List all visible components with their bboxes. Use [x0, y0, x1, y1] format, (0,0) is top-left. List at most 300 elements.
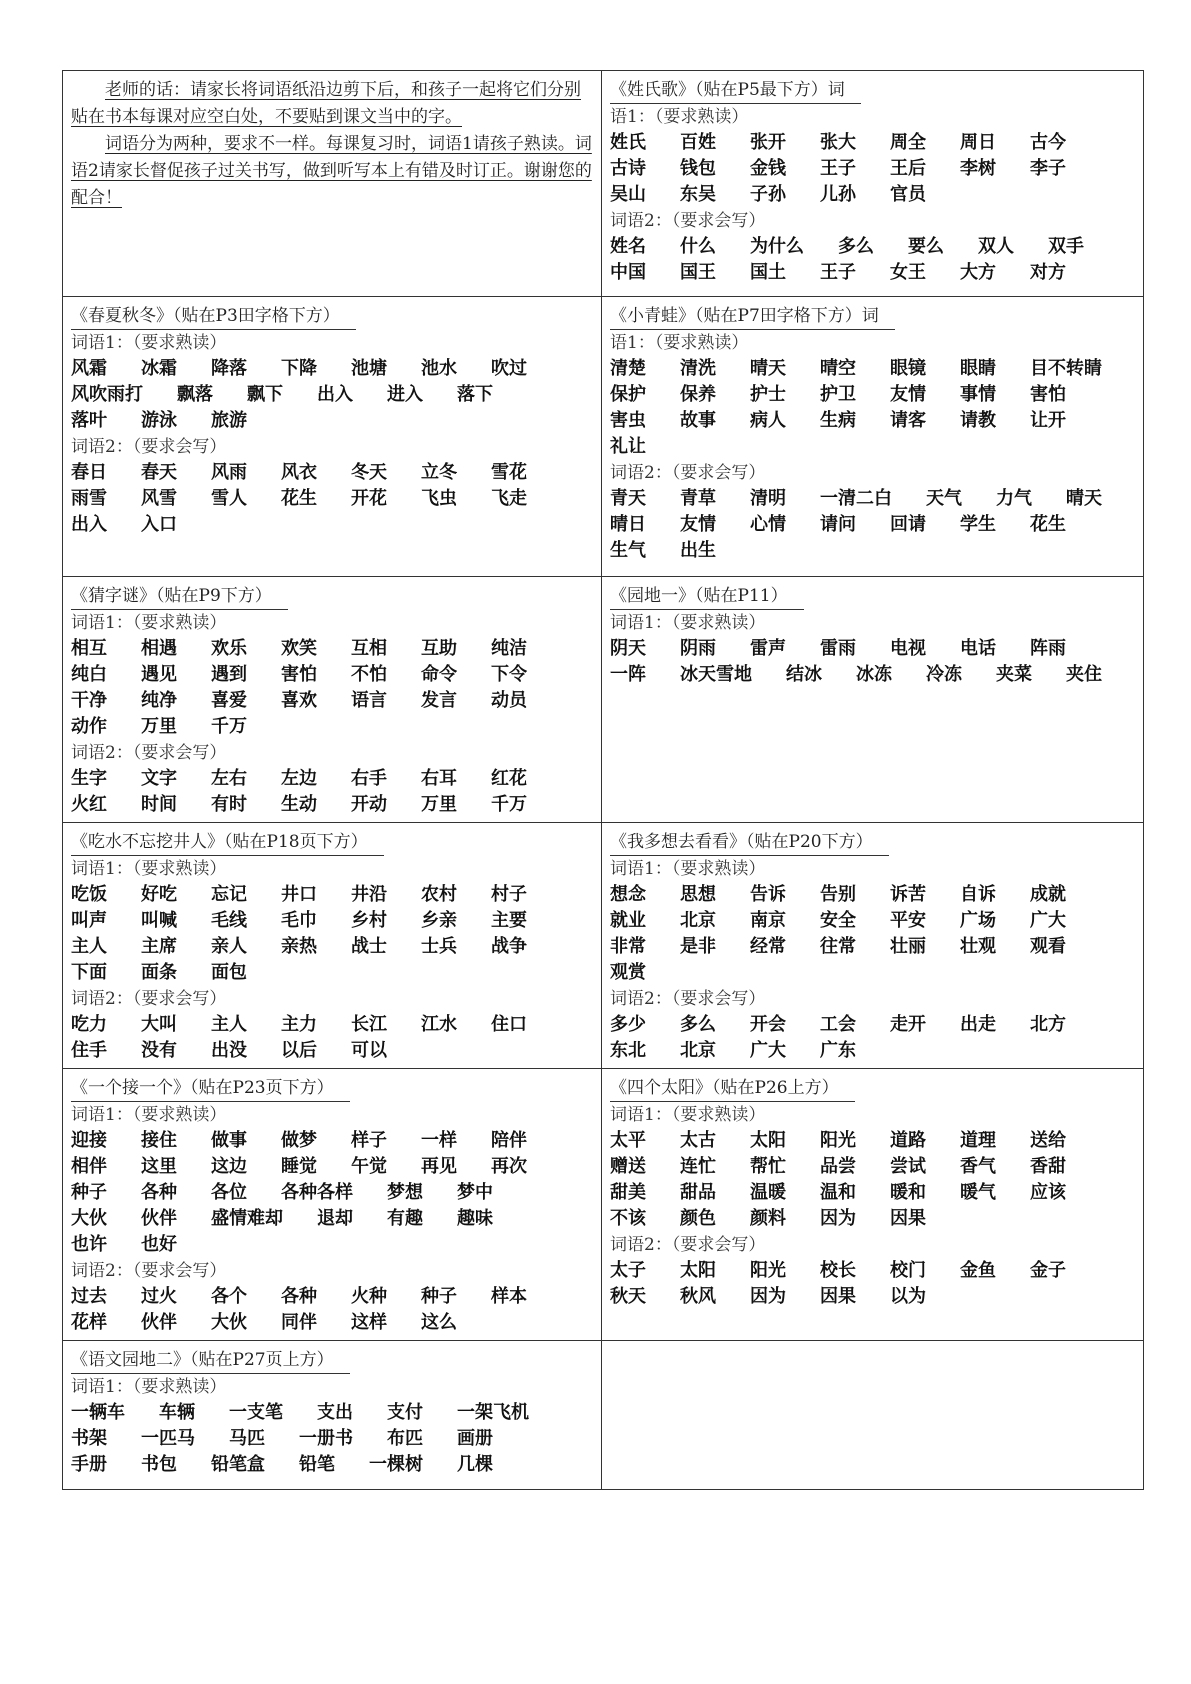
vocab-word: 多少	[610, 1014, 646, 1035]
vocab-word: 游泳	[141, 410, 177, 431]
vocab-word: 友情	[680, 514, 716, 535]
read-label: 语1：（要求熟读）	[610, 107, 749, 127]
write-label: 词语2：（要求会写）	[610, 211, 766, 231]
vocab-word: 阵雨	[1030, 638, 1066, 659]
vocab-word: 万里	[421, 794, 457, 815]
vocab-word: 主力	[281, 1014, 317, 1035]
vocab-word: 清洗	[680, 358, 716, 379]
write-words	[71, 1012, 595, 1064]
lesson-title: 《吃水不忘挖井人》（贴在P18页下方）	[71, 829, 384, 856]
vocab-word: 盛情难却	[211, 1208, 283, 1229]
vocab-word: 礼让	[610, 436, 646, 457]
vocab-word: 以后	[281, 1040, 317, 1061]
vocab-word: 这么	[421, 1312, 457, 1333]
vocab-word: 送给	[1030, 1130, 1066, 1151]
vocab-word: 左边	[281, 768, 317, 789]
vocab-word: 各个	[211, 1286, 247, 1307]
vocab-word: 有时	[211, 794, 247, 815]
vocab-word: 双手	[1048, 236, 1084, 257]
vocab-word: 飘落	[177, 384, 213, 405]
vocab-word: 村子	[491, 884, 527, 905]
lesson-block	[610, 303, 1137, 564]
vocab-word: 古今	[1030, 132, 1066, 153]
vocab-word: 睡觉	[281, 1156, 317, 1177]
vocab-word: 纯洁	[491, 638, 527, 659]
vocab-word: 观赏	[610, 962, 646, 983]
vocab-word: 这里	[141, 1156, 177, 1177]
vocab-word: 马匹	[229, 1428, 265, 1449]
vocab-word: 安全	[820, 910, 856, 931]
vocab-word: 周日	[960, 132, 996, 153]
vocab-word: 护士	[750, 384, 786, 405]
vocab-word: 香气	[960, 1156, 996, 1177]
vocab-word: 雪人	[211, 488, 247, 509]
vocab-word: 广大	[1030, 910, 1066, 931]
vocab-word: 住口	[491, 1014, 527, 1035]
vocab-word: 火红	[71, 794, 107, 815]
vocab-word: 陪伴	[491, 1130, 527, 1151]
vocab-word: 晴日	[610, 514, 646, 535]
vocab-word: 下降	[281, 358, 317, 379]
vocab-word: 乡村	[351, 910, 387, 931]
vocab-word: 张开	[750, 132, 786, 153]
vocab-word: 这样	[351, 1312, 387, 1333]
vocab-word: 因果	[890, 1208, 926, 1229]
vocab-word: 金钱	[750, 158, 786, 179]
read-label: 语1：（要求熟读）	[610, 333, 749, 353]
vocab-word: 阴天	[610, 638, 646, 659]
vocab-word: 经常	[750, 936, 786, 957]
vocab-word: 种子	[421, 1286, 457, 1307]
vocab-word: 让开	[1030, 410, 1066, 431]
vocab-word: 可以	[351, 1040, 387, 1061]
vocab-word: 生病	[820, 410, 856, 431]
vocab-word: 一匹马	[141, 1428, 195, 1449]
vocab-word: 出没	[211, 1040, 247, 1061]
lesson-cell	[602, 71, 1144, 297]
vocab-word: 各种	[141, 1182, 177, 1203]
vocab-word: 春天	[141, 462, 177, 483]
vocab-word: 双人	[978, 236, 1014, 257]
vocab-word: 暖气	[960, 1182, 996, 1203]
vocab-word: 相遇	[141, 638, 177, 659]
vocab-word: 纯净	[141, 690, 177, 711]
vocab-word: 王子	[820, 158, 856, 179]
vocab-word: 往常	[820, 936, 856, 957]
vocab-word: 暖和	[890, 1182, 926, 1203]
vocab-word: 命令	[421, 664, 457, 685]
vocab-word: 阳光	[820, 1130, 856, 1151]
vocab-word: 车辆	[159, 1402, 195, 1423]
lesson-title: 《我多想去看看》（贴在P20下方）	[610, 829, 889, 856]
vocab-word: 风雪	[141, 488, 177, 509]
vocab-word: 李树	[960, 158, 996, 179]
vocab-word: 连忙	[680, 1156, 716, 1177]
lesson-block	[71, 1075, 595, 1336]
vocab-word: 王子	[820, 262, 856, 283]
write-words	[71, 460, 595, 538]
vocab-word: 互助	[421, 638, 457, 659]
vocab-word: 红花	[491, 768, 527, 789]
vocab-word: 吹过	[491, 358, 527, 379]
lesson-block	[71, 583, 595, 818]
vocab-word: 风衣	[281, 462, 317, 483]
lesson-block	[71, 829, 595, 1064]
vocab-word: 住手	[71, 1040, 107, 1061]
vocab-word: 颜色	[680, 1208, 716, 1229]
vocab-word: 种子	[71, 1182, 107, 1203]
vocab-word: 一清二白	[820, 488, 892, 509]
vocab-word: 布匹	[387, 1428, 423, 1449]
vocab-word: 也许	[71, 1234, 107, 1255]
vocab-word: 过去	[71, 1286, 107, 1307]
vocab-word: 做事	[211, 1130, 247, 1151]
lesson-block	[71, 303, 595, 538]
vocab-word: 成就	[1030, 884, 1066, 905]
read-label: 词语1：（要求熟读）	[610, 859, 766, 879]
vocab-word: 开花	[351, 488, 387, 509]
vocab-word: 花生	[281, 488, 317, 509]
vocab-word: 电视	[890, 638, 926, 659]
vocab-word: 结冰	[786, 664, 822, 685]
vocab-word: 样子	[351, 1130, 387, 1151]
vocab-word: 大叫	[141, 1014, 177, 1035]
vocab-word: 不该	[610, 1208, 646, 1229]
vocab-word: 眼镜	[890, 358, 926, 379]
lesson-cell	[63, 1341, 602, 1490]
lesson-block	[610, 77, 1137, 286]
vocab-word: 手册	[71, 1454, 107, 1475]
read-words	[71, 882, 595, 986]
vocab-word: 校门	[890, 1260, 926, 1281]
vocab-word: 眼睛	[960, 358, 996, 379]
vocab-word: 伙伴	[141, 1312, 177, 1333]
vocab-word: 叫喊	[141, 910, 177, 931]
vocab-word: 出走	[960, 1014, 996, 1035]
vocab-word: 梦中	[457, 1182, 493, 1203]
vocab-word: 冰霜	[141, 358, 177, 379]
vocab-word: 忘记	[211, 884, 247, 905]
vocab-word: 江水	[421, 1014, 457, 1035]
vocab-word: 平安	[890, 910, 926, 931]
vocab-word: 左右	[211, 768, 247, 789]
vocab-word: 画册	[457, 1428, 493, 1449]
vocab-word: 战争	[491, 936, 527, 957]
vocab-word: 井口	[281, 884, 317, 905]
vocab-word: 东北	[610, 1040, 646, 1061]
vocab-word: 冬天	[351, 462, 387, 483]
vocab-word: 井沿	[351, 884, 387, 905]
vocab-word: 校长	[820, 1260, 856, 1281]
vocab-word: 诉苦	[890, 884, 926, 905]
read-label: 词语1：（要求熟读）	[71, 613, 227, 633]
vocab-word: 国土	[750, 262, 786, 283]
lesson-cell	[602, 297, 1144, 577]
vocab-word: 天气	[926, 488, 962, 509]
vocab-word: 颜料	[750, 1208, 786, 1229]
read-words	[610, 1128, 1137, 1232]
write-label: 词语2：（要求会写）	[610, 989, 766, 1009]
vocab-word: 不怕	[351, 664, 387, 685]
vocab-word: 子孙	[750, 184, 786, 205]
read-words	[71, 1128, 595, 1258]
lesson-cell	[63, 577, 602, 823]
vocab-word: 花生	[1030, 514, 1066, 535]
vocab-word: 晴天	[1066, 488, 1102, 509]
vocab-word: 就业	[610, 910, 646, 931]
vocab-word: 各位	[211, 1182, 247, 1203]
read-label: 词语1：（要求熟读）	[71, 1377, 227, 1397]
vocab-word: 主人	[211, 1014, 247, 1035]
vocab-word: 面条	[141, 962, 177, 983]
read-words	[71, 356, 595, 434]
vocab-word: 这边	[211, 1156, 247, 1177]
vocab-word: 互相	[351, 638, 387, 659]
vocab-word: 温暖	[750, 1182, 786, 1203]
vocabulary-sheet	[62, 70, 1144, 1490]
lesson-block	[610, 1075, 1137, 1310]
vocab-word: 雷雨	[820, 638, 856, 659]
vocab-word: 接住	[141, 1130, 177, 1151]
vocab-word: 百姓	[680, 132, 716, 153]
vocab-word: 文字	[141, 768, 177, 789]
vocab-word: 应该	[1030, 1182, 1066, 1203]
vocab-word: 一阵	[610, 664, 646, 685]
vocab-word: 旅游	[211, 410, 247, 431]
vocab-word: 一册书	[299, 1428, 353, 1449]
vocab-word: 一样	[421, 1130, 457, 1151]
vocab-word: 池塘	[351, 358, 387, 379]
vocab-word: 生气	[610, 540, 646, 561]
vocab-word: 帮忙	[750, 1156, 786, 1177]
vocab-word: 同伴	[281, 1312, 317, 1333]
vocab-word: 夹住	[1066, 664, 1102, 685]
vocab-word: 几棵	[457, 1454, 493, 1475]
vocab-word: 目不转睛	[1030, 358, 1102, 379]
vocab-word: 右手	[351, 768, 387, 789]
vocab-word: 害虫	[610, 410, 646, 431]
vocab-word: 进入	[387, 384, 423, 405]
write-label: 词语2：（要求会写）	[610, 1235, 766, 1255]
vocab-word: 主席	[141, 936, 177, 957]
lesson-block	[610, 829, 1137, 1064]
vocab-word: 观看	[1030, 936, 1066, 957]
vocab-word: 甜品	[680, 1182, 716, 1203]
vocab-word: 主人	[71, 936, 107, 957]
vocab-word: 干净	[71, 690, 107, 711]
vocab-word: 心情	[750, 514, 786, 535]
teacher-note-cell	[63, 71, 602, 297]
vocab-word: 一支笔	[229, 1402, 283, 1423]
lesson-title: 《四个太阳》（贴在P26上方）	[610, 1075, 855, 1102]
vocab-word: 金鱼	[960, 1260, 996, 1281]
write-words	[610, 1258, 1137, 1310]
vocab-word: 语言	[351, 690, 387, 711]
vocab-word: 尝试	[890, 1156, 926, 1177]
vocab-word: 出入	[317, 384, 353, 405]
vocab-word: 没有	[141, 1040, 177, 1061]
vocab-word: 因为	[820, 1208, 856, 1229]
vocab-word: 入口	[141, 514, 177, 535]
vocab-word: 走开	[890, 1014, 926, 1035]
vocab-word: 古诗	[610, 158, 646, 179]
vocab-word: 叫声	[71, 910, 107, 931]
vocab-word: 清明	[750, 488, 786, 509]
vocab-word: 好吃	[141, 884, 177, 905]
vocab-word: 思想	[680, 884, 716, 905]
vocab-word: 风雨	[211, 462, 247, 483]
vocab-word: 右耳	[421, 768, 457, 789]
vocab-word: 一辆车	[71, 1402, 125, 1423]
vocab-word: 动作	[71, 716, 107, 737]
vocab-word: 出生	[680, 540, 716, 561]
vocab-word: 落下	[457, 384, 493, 405]
vocab-word: 出入	[71, 514, 107, 535]
vocab-word: 开会	[750, 1014, 786, 1035]
vocab-word: 火种	[351, 1286, 387, 1307]
lesson-title: 《园地一》（贴在P11）	[610, 583, 804, 610]
vocab-word: 再次	[491, 1156, 527, 1177]
vocab-word: 广大	[750, 1040, 786, 1061]
vocab-word: 降落	[211, 358, 247, 379]
vocab-word: 风吹雨打	[71, 384, 143, 405]
vocab-word: 毛线	[211, 910, 247, 931]
vocab-word: 花样	[71, 1312, 107, 1333]
vocab-word: 想念	[610, 884, 646, 905]
write-label: 词语2：（要求会写）	[71, 1261, 227, 1281]
lesson-cell	[602, 577, 1144, 823]
vocab-word: 力气	[996, 488, 1032, 509]
vocab-word: 广场	[960, 910, 996, 931]
vocab-word: 乡亲	[421, 910, 457, 931]
vocab-word: 以为	[890, 1286, 926, 1307]
vocab-word: 女王	[890, 262, 926, 283]
vocab-word: 南京	[750, 910, 786, 931]
vocab-word: 雨雪	[71, 488, 107, 509]
vocab-word: 品尝	[820, 1156, 856, 1177]
vocab-word: 欢乐	[211, 638, 247, 659]
vocab-word: 生动	[281, 794, 317, 815]
vocab-word: 吃饭	[71, 884, 107, 905]
lesson-title: 《猜字谜》（贴在P9下方）	[71, 583, 288, 610]
vocab-word: 金子	[1030, 1260, 1066, 1281]
vocab-word: 时间	[141, 794, 177, 815]
note-paragraph: 词语分为两种，要求不一样。每课复习时，词语1请孩子熟读。词语2请家长督促孩子过关书写，做到听写本上有错及时订正。谢谢您的配合！	[71, 134, 592, 208]
vocab-word: 梦想	[387, 1182, 423, 1203]
write-words	[71, 1284, 595, 1336]
vocab-word: 万里	[141, 716, 177, 737]
vocab-word: 儿孙	[820, 184, 856, 205]
vocab-word: 飞虫	[421, 488, 457, 509]
vocab-word: 因为	[750, 1286, 786, 1307]
vocab-word: 亲热	[281, 936, 317, 957]
vocab-word: 一棵树	[369, 1454, 423, 1475]
vocab-word: 姓名	[610, 236, 646, 257]
vocab-word: 中国	[610, 262, 646, 283]
vocab-word: 喜爱	[211, 690, 247, 711]
empty-cell	[602, 1341, 1144, 1490]
vocab-word: 发言	[421, 690, 457, 711]
vocab-word: 李子	[1030, 158, 1066, 179]
read-words	[610, 130, 1137, 208]
lesson-title: 《姓氏歌》（贴在P5最下方）词	[610, 77, 861, 104]
vocab-word: 香甜	[1030, 1156, 1066, 1177]
vocab-word: 支出	[317, 1402, 353, 1423]
vocab-word: 对方	[1030, 262, 1066, 283]
lesson-cell	[63, 297, 602, 577]
read-label: 词语1：（要求熟读）	[71, 333, 227, 353]
vocab-word: 姓氏	[610, 132, 646, 153]
lesson-cell	[63, 1069, 602, 1341]
write-words	[610, 486, 1137, 564]
vocab-word: 士兵	[421, 936, 457, 957]
vocab-word: 各种各样	[281, 1182, 353, 1203]
vocab-word: 多么	[838, 236, 874, 257]
vocab-word: 相互	[71, 638, 107, 659]
vocab-word: 要么	[908, 236, 944, 257]
write-words	[610, 1012, 1137, 1064]
vocab-word: 温和	[820, 1182, 856, 1203]
vocab-word: 纯白	[71, 664, 107, 685]
vocab-word: 太平	[610, 1130, 646, 1151]
vocab-word: 保护	[610, 384, 646, 405]
write-label: 词语2：（要求会写）	[610, 463, 766, 483]
vocab-word: 午觉	[351, 1156, 387, 1177]
vocab-word: 护卫	[820, 384, 856, 405]
vocab-word: 开动	[351, 794, 387, 815]
write-words	[71, 766, 595, 818]
vocab-word: 支付	[387, 1402, 423, 1423]
vocab-word: 铅笔盒	[211, 1454, 265, 1475]
write-label: 词语2：（要求会写）	[71, 989, 227, 1009]
vocab-word: 北方	[1030, 1014, 1066, 1035]
note-paragraph: 老师的话：请家长将词语纸沿边剪下后，和孩子一起将它们分别贴在书本每课对应空白处，不要贴到课文当中的字。	[71, 80, 581, 127]
vocab-word: 冰冻	[856, 664, 892, 685]
vocab-word: 飞走	[491, 488, 527, 509]
lesson-title: 《一个接一个》（贴在P23页下方）	[71, 1075, 350, 1102]
vocab-word: 因果	[820, 1286, 856, 1307]
read-label: 词语1：（要求熟读）	[610, 613, 766, 633]
vocab-word: 多么	[680, 1014, 716, 1035]
vocab-word: 请教	[960, 410, 996, 431]
vocab-word: 广东	[820, 1040, 856, 1061]
vocab-word: 风霜	[71, 358, 107, 379]
vocab-word: 落叶	[71, 410, 107, 431]
vocab-word: 遇到	[211, 664, 247, 685]
vocab-word: 退却	[317, 1208, 353, 1229]
vocab-word: 道理	[960, 1130, 996, 1151]
vocab-word: 有趣	[387, 1208, 423, 1229]
vocab-word: 请问	[820, 514, 856, 535]
vocab-word: 道路	[890, 1130, 926, 1151]
vocab-word: 太古	[680, 1130, 716, 1151]
vocab-word: 大伙	[211, 1312, 247, 1333]
vocab-word: 张大	[820, 132, 856, 153]
vocab-word: 伙伴	[141, 1208, 177, 1229]
write-words	[610, 234, 1137, 286]
lesson-cell	[602, 823, 1144, 1069]
vocab-word: 书架	[71, 1428, 107, 1449]
teacher-note	[71, 77, 595, 212]
vocab-word: 晴天	[750, 358, 786, 379]
lesson-title: 《语文园地二》（贴在P27页上方）	[71, 1347, 350, 1374]
vocab-word: 秋风	[680, 1286, 716, 1307]
vocab-word: 为什么	[750, 236, 804, 257]
vocab-word: 吃力	[71, 1014, 107, 1035]
vocab-word: 故事	[680, 410, 716, 431]
read-words	[71, 636, 595, 740]
vocab-word: 请客	[890, 410, 926, 431]
